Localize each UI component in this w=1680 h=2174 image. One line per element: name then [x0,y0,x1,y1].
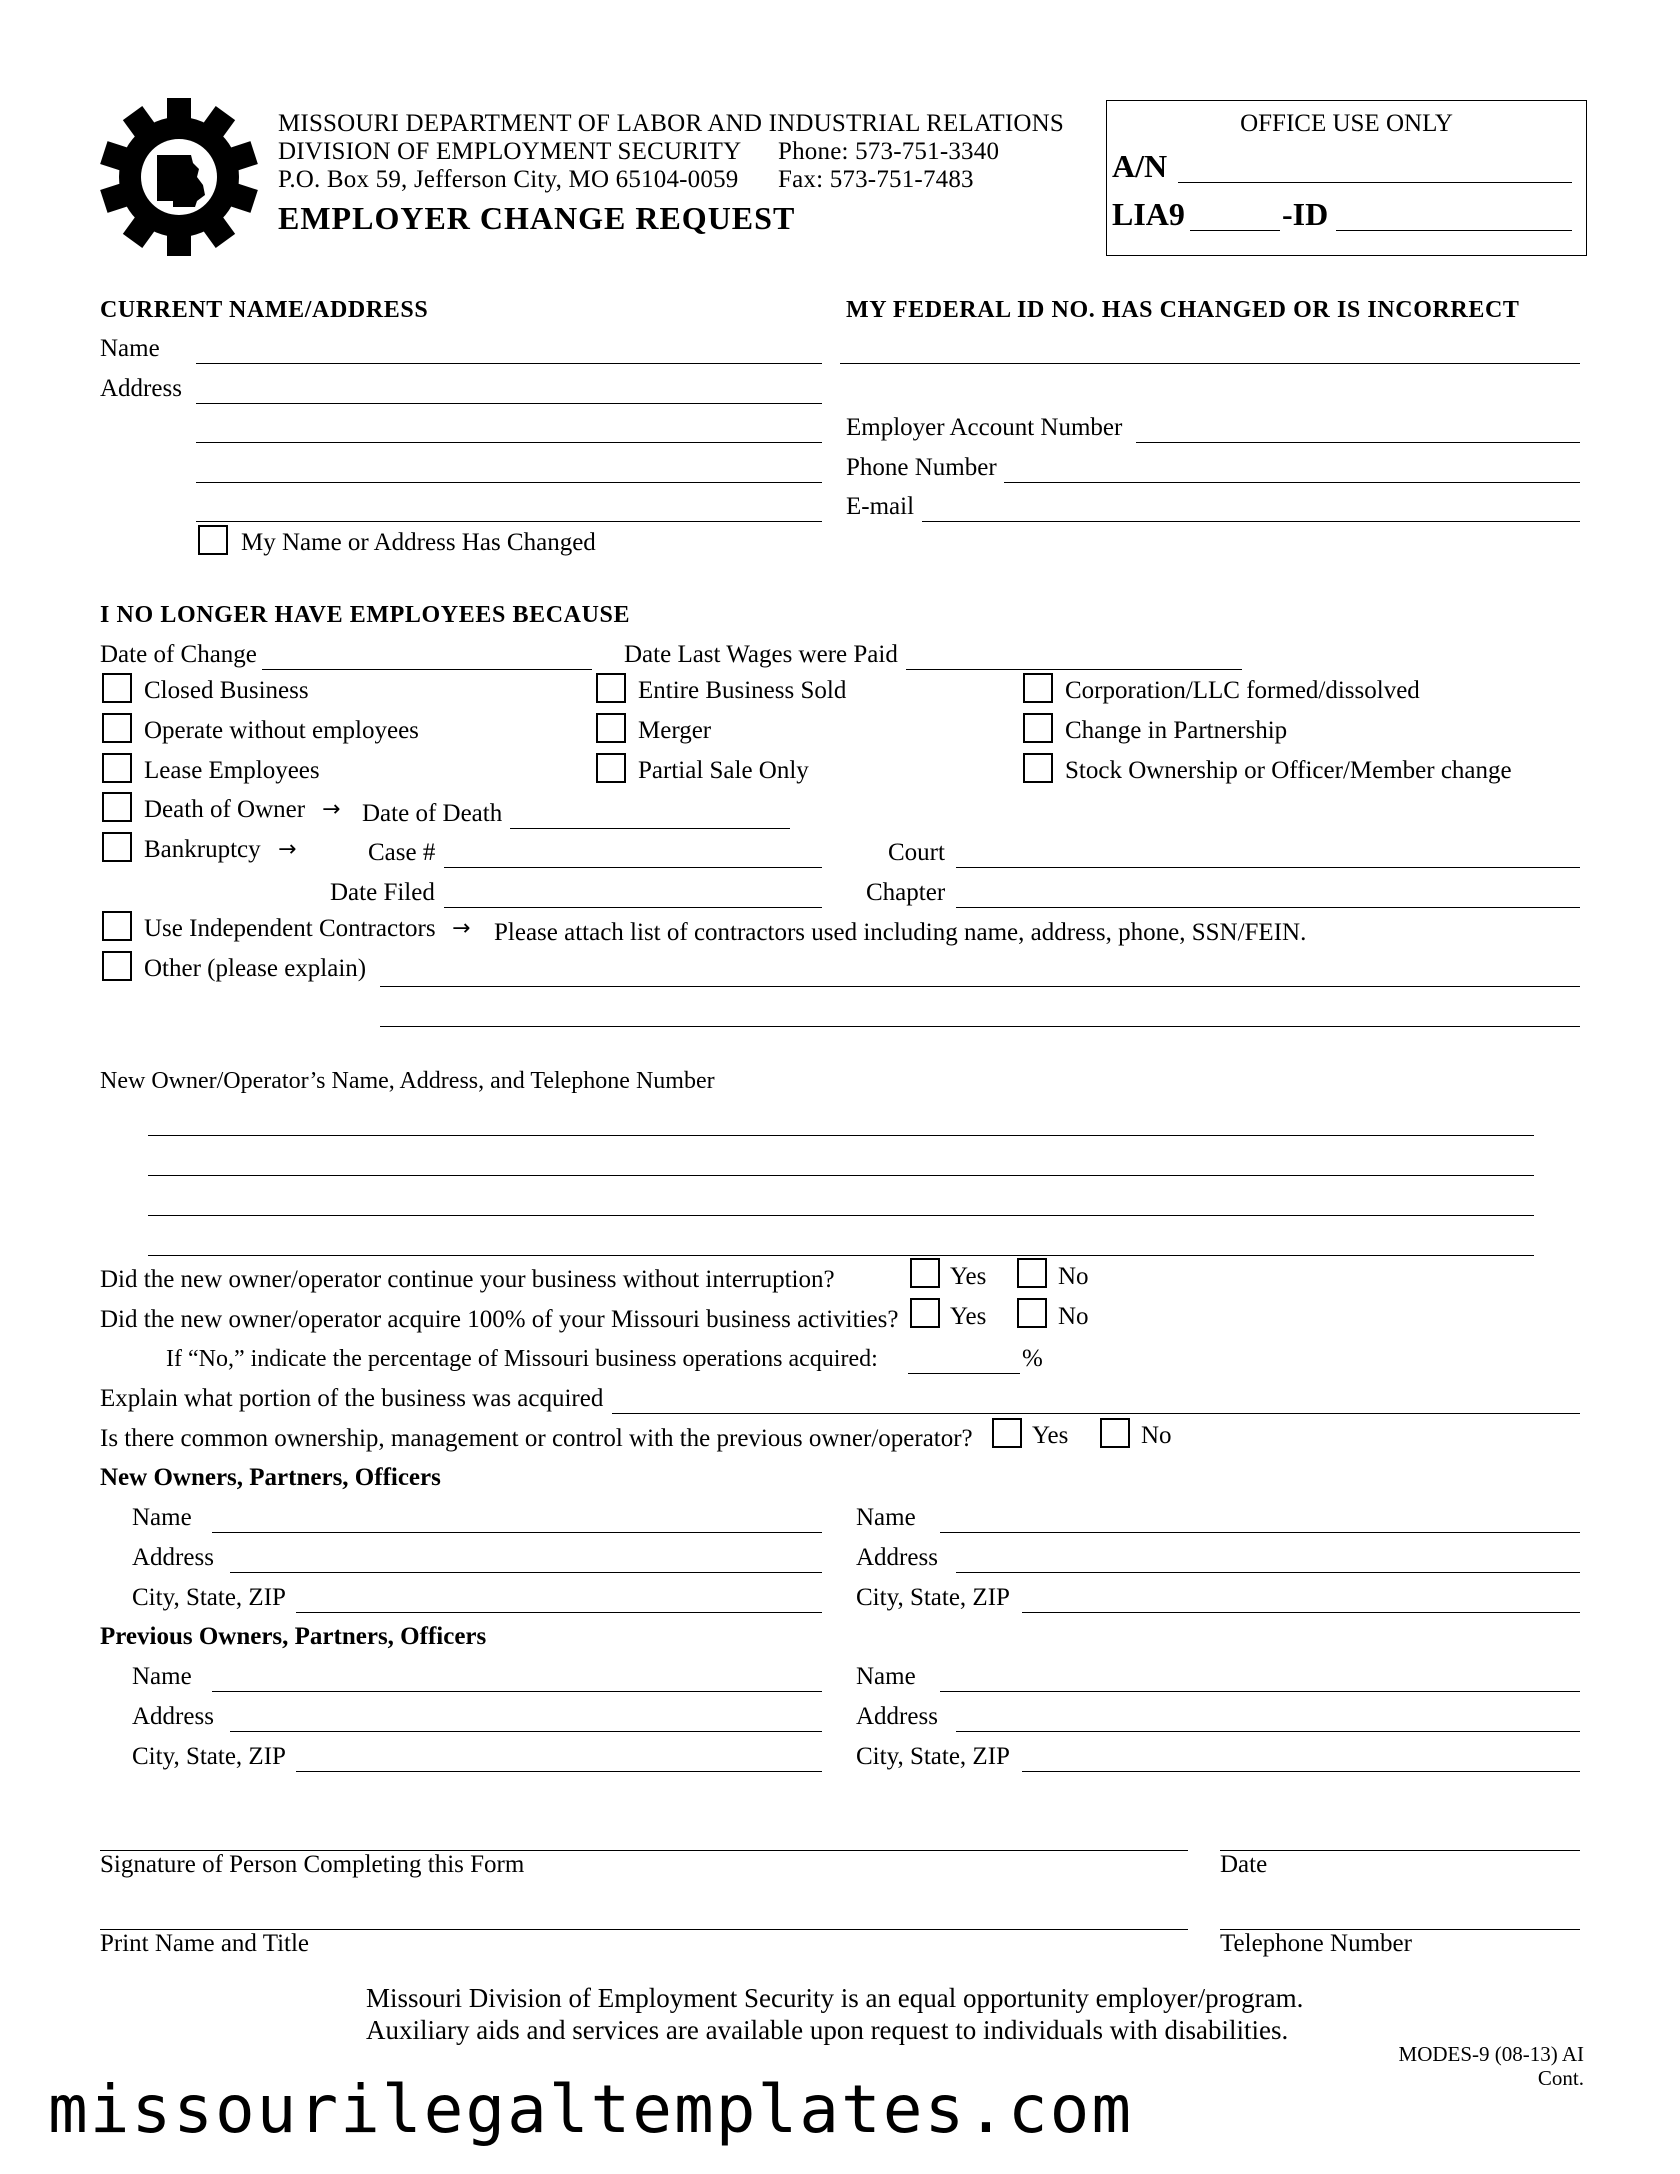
an-label: A/N [1112,148,1168,184]
independent-contractors-checkbox[interactable] [102,911,132,941]
prev-owner-2-name-field[interactable] [940,1691,1580,1692]
lease-employees-label: Lease Employees [144,757,320,784]
contractors-note: Please attach list of contractors used including name, address, phone, SSN/FEIN. [494,919,1307,946]
previous-owners-heading: Previous Owners, Partners, Officers [100,1623,487,1650]
case-number-field[interactable] [444,867,822,868]
new-owners-heading: New Owners, Partners, Officers [100,1464,441,1491]
stock-ownership-label: Stock Ownership or Officer/Member change [1065,757,1512,784]
new-owner-1-city-field[interactable] [296,1612,822,1613]
date-last-wages-field[interactable] [906,669,1242,670]
acquire-no-checkbox[interactable] [1017,1298,1047,1328]
current-address-field-1[interactable] [196,403,822,404]
new-owner-1-address-label: Address [132,1544,214,1571]
case-number-label: Case # [368,839,436,866]
continue-no-checkbox[interactable] [1017,1258,1047,1288]
new-owner-field-4[interactable] [148,1255,1534,1256]
current-address-field-2[interactable] [196,442,822,443]
phone-number-field[interactable] [1004,482,1580,483]
new-owner-2-address-label: Address [856,1544,938,1571]
current-address-label: Address [100,375,182,402]
continued-label: Cont. [1537,2066,1584,2090]
department-name: MISSOURI DEPARTMENT OF LABOR AND INDUSTRIAL RELATIONS [278,110,1065,137]
other-explain-field-2[interactable] [380,1026,1580,1027]
other-reason-checkbox[interactable] [102,951,132,981]
new-owner-2-name-field[interactable] [940,1532,1580,1533]
entire-business-sold-label: Entire Business Sold [638,677,847,704]
employer-account-label: Employer Account Number [846,414,1123,441]
federal-id-heading: MY FEDERAL ID NO. HAS CHANGED OR IS INCORRECT [846,297,1520,323]
entire-business-sold-checkbox[interactable] [596,673,626,703]
division-name: DIVISION OF EMPLOYMENT SECURITY [278,138,742,165]
arrow-right-icon: → [278,837,297,862]
new-owner-1-name-field[interactable] [212,1532,822,1533]
form-title: EMPLOYER CHANGE REQUEST [278,200,796,236]
an-field[interactable] [1178,182,1572,183]
prev-owner-1-name-label: Name [132,1663,192,1690]
date-filed-label: Date Filed [330,879,435,906]
email-label: E-mail [846,493,915,520]
court-label: Court [888,839,945,866]
lia-label: LIA9 [1112,196,1185,232]
chapter-field[interactable] [956,907,1580,908]
division-address: P.O. Box 59, Jefferson City, MO 65104-0059 [278,166,739,193]
court-field[interactable] [956,867,1580,868]
other-explain-field-1[interactable] [380,986,1580,987]
no-employees-heading: I NO LONGER HAVE EMPLOYEES BECAUSE [100,602,631,628]
id-label: -ID [1282,196,1329,232]
name-address-changed-label: My Name or Address Has Changed [241,529,596,556]
signature-date-field[interactable] [1220,1850,1580,1851]
bankruptcy-checkbox[interactable] [102,832,132,862]
arrow-right-icon: → [322,797,341,822]
new-owner-2-city-field[interactable] [1022,1612,1580,1613]
continue-business-question: Did the new owner/operator continue your business without interruption? [100,1266,835,1293]
lia-field[interactable] [1190,230,1280,231]
phone-number-label: Phone Number [846,454,997,481]
form-code: MODES-9 (08-13) AI [1398,2042,1584,2066]
stock-ownership-checkbox[interactable] [1023,753,1053,783]
new-owner-2-address-field[interactable] [956,1572,1580,1573]
other-reason-label: Other (please explain) [144,955,367,982]
eeo-statement-2: Auxiliary aids and services are available upon request to individuals with disabilities. [366,2015,1289,2045]
death-of-owner-label: Death of Owner [144,796,306,823]
percentage-question: If “No,” indicate the percentage of Missouri business operations acquired: [166,1346,878,1372]
bankruptcy-label: Bankruptcy [144,836,261,863]
current-name-field[interactable] [196,363,822,364]
common-ownership-no-checkbox[interactable] [1100,1418,1130,1448]
partial-sale-label: Partial Sale Only [638,757,809,784]
id-field[interactable] [1336,230,1572,231]
lease-employees-checkbox[interactable] [102,753,132,783]
prev-owner-2-name-label: Name [856,1663,916,1690]
name-address-changed-checkbox[interactable] [198,525,228,555]
prev-owner-2-address-field[interactable] [956,1731,1580,1732]
chapter-label: Chapter [866,879,946,906]
common-ownership-question: Is there common ownership, management or control with the previous owner/operator? [100,1425,973,1452]
closed-business-label: Closed Business [144,677,309,704]
change-in-partnership-label: Change in Partnership [1065,717,1288,744]
merger-checkbox[interactable] [596,713,626,743]
prev-owner-1-city-label: City, State, ZIP [132,1743,286,1770]
arrow-right-icon: → [452,916,471,941]
new-owner-heading: New Owner/Operator’s Name, Address, and Telephone Number [100,1068,715,1094]
date-last-wages-label: Date Last Wages were Paid [624,641,898,668]
gear-missouri-logo-icon [100,98,258,256]
federal-id-field[interactable] [840,363,1580,364]
new-owner-field-2[interactable] [148,1175,1534,1176]
signature-label: Signature of Person Completing this Form [100,1851,525,1878]
new-owner-field-3[interactable] [148,1215,1534,1216]
prev-owner-1-city-field[interactable] [296,1771,822,1772]
acquire-no-label: No [1058,1303,1089,1330]
eeo-statement-1: Missouri Division of Employment Security is an equal opportunity employer/program. [366,1983,1304,2013]
corporation-llc-checkbox[interactable] [1023,673,1053,703]
independent-contractors-label: Use Independent Contractors [144,915,436,942]
new-owner-1-city-label: City, State, ZIP [132,1584,286,1611]
prev-owner-2-address-label: Address [856,1703,938,1730]
division-phone: Phone: 573-751-3340 [778,138,1000,165]
percentage-field[interactable] [908,1373,1020,1374]
print-name-label: Print Name and Title [100,1930,310,1957]
continue-yes-checkbox[interactable] [910,1258,940,1288]
acquire-yes-checkbox[interactable] [910,1298,940,1328]
current-address-field-4[interactable] [196,521,822,522]
common-ownership-no-label: No [1141,1422,1172,1449]
current-name-heading: CURRENT NAME/ADDRESS [100,297,429,323]
common-ownership-yes-checkbox[interactable] [992,1418,1022,1448]
portion-acquired-field[interactable] [612,1413,1580,1414]
death-of-owner-checkbox[interactable] [102,792,132,822]
prev-owner-2-city-field[interactable] [1022,1771,1580,1772]
prev-owner-1-address-field[interactable] [230,1731,822,1732]
email-field[interactable] [922,521,1580,522]
telephone-label: Telephone Number [1220,1930,1412,1957]
continue-no-label: No [1058,1263,1089,1290]
closed-business-checkbox[interactable] [102,673,132,703]
prev-owner-1-name-field[interactable] [212,1691,822,1692]
partial-sale-checkbox[interactable] [596,753,626,783]
division-fax: Fax: 573-751-7483 [778,166,974,193]
signature-date-label: Date [1220,1851,1268,1878]
corporation-llc-label: Corporation/LLC formed/dissolved [1065,677,1420,704]
office-use-heading: OFFICE USE ONLY [1240,110,1453,137]
acquire-all-question: Did the new owner/operator acquire 100% of your Missouri business activities? [100,1306,899,1333]
operate-without-employees-checkbox[interactable] [102,713,132,743]
new-owner-2-city-label: City, State, ZIP [856,1584,1010,1611]
portion-acquired-question: Explain what portion of the business was acquired [100,1385,604,1412]
new-owner-field-1[interactable] [148,1135,1534,1136]
prev-owner-1-address-label: Address [132,1703,214,1730]
date-filed-field[interactable] [444,907,822,908]
acquire-yes-label: Yes [950,1303,987,1330]
date-of-death-field[interactable] [510,828,790,829]
new-owner-2-name-label: Name [856,1504,916,1531]
change-in-partnership-checkbox[interactable] [1023,713,1053,743]
current-name-label: Name [100,335,160,362]
merger-label: Merger [638,717,712,744]
date-of-change-label: Date of Change [100,641,257,668]
prev-owner-2-city-label: City, State, ZIP [856,1743,1010,1770]
new-owner-1-name-label: Name [132,1504,192,1531]
new-owner-1-address-field[interactable] [230,1572,822,1573]
date-of-change-field[interactable] [262,669,592,670]
current-address-field-3[interactable] [196,482,822,483]
website-watermark: missourilegaltemplates.com [48,2071,1134,2148]
employer-account-field[interactable] [1136,442,1580,443]
common-ownership-yes-label: Yes [1032,1422,1069,1449]
continue-yes-label: Yes [950,1263,987,1290]
date-of-death-label: Date of Death [362,800,503,827]
percent-sign: % [1022,1345,1043,1372]
operate-without-employees-label: Operate without employees [144,717,419,744]
